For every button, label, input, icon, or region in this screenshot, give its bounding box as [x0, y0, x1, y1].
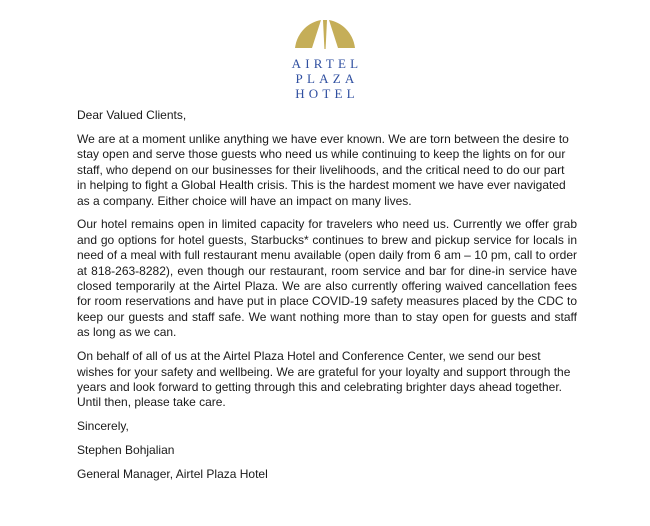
letter-body [77, 108, 577, 491]
signer-name: Stephen Bohjalian [77, 443, 175, 458]
paragraph-1: We are at a moment unlike anything we have ever known. We are torn between the desire to stay open and serve those guests who need us while continuing to keep the lights on for our staff, who depend on our businesses for their livelihoods, and the critical need to do our part in helping to fight a Global Health crisis. This is the hardest moment we have ever navigated as a company. Either choice will have an impact on many lives. [77, 131, 569, 208]
paragraph-2: Our hotel remains open in limited capacity for travelers who need us. Currently we offer grab and go options for hotel guests, Starbucks* continues to brew and pickup service for locals in need of a meal with full restaurant menu available (open daily from 6 am – 10 pm, call to order at 818-263-8282), even though our restaurant, room service and bar for dine-in service have closed temporarily at the Airtel Plaza. We are also currently offering waived cancellation fees for room reservations and have put in place COVID-19 safety measures placed by the CDC to keep our guests and staff safe. We want nothing more than to stay open for guests and staff as long as we can. [77, 217, 577, 340]
signer-title: General Manager, Airtel Plaza Hotel [77, 467, 268, 482]
logo-wordmark [0, 56, 650, 101]
logo-line-3: HOTEL [295, 86, 359, 101]
logo-left-wing [295, 20, 321, 48]
paragraph-3: On behalf of all of us at the Airtel Plaza Hotel and Conference Center, we send our best wishes for your safety and wellbeing. We are grateful for your loyalty and support through the years and look forward to getting through this and celebrating brighter days ahead together. Until then, please take care. [77, 349, 571, 410]
logo-center-spike [323, 20, 327, 49]
hotel-logo [0, 18, 650, 101]
fan-arch-icon [293, 18, 357, 52]
salutation: Dear Valued Clients, [77, 108, 187, 122]
logo-right-wing [329, 20, 355, 48]
logo-line-1: AIRTEL [291, 56, 363, 71]
closing: Sincerely, [77, 419, 129, 434]
logo-line-2: PLAZA [295, 71, 359, 86]
